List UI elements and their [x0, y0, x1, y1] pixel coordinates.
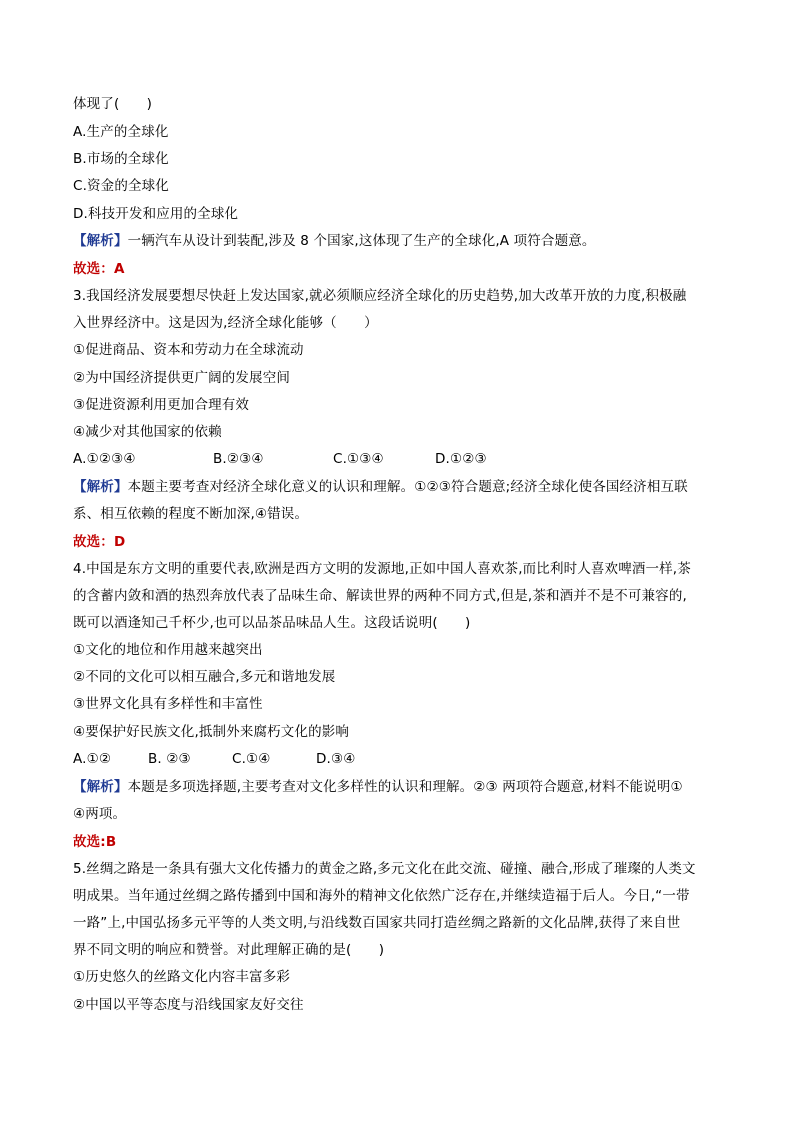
q4-analysis — [73, 778, 683, 796]
q3-statement-4: ④减少对其他国家的依赖 — [73, 424, 222, 440]
q5-stem-line-4: 界不同文明的响应和赞誉。对此理解正确的是( ) — [73, 942, 385, 958]
q3-stem-line-1: 3.我国经济发展要想尽快赶上发达国家,就必须顺应经济全球化的历史趋势,加大改革开放的力度,积极融 — [73, 288, 687, 304]
q2-option-b: B.市场的全球化 — [73, 151, 169, 167]
q4-statement-3: ③世界文化具有多样性和丰富性 — [73, 696, 263, 712]
q3-analysis-text-1: 本题主要考查对经济全球化意义的认识和理解。①②③符合题意;经济全球化使各国经济相互联 — [127, 479, 688, 495]
q3-answer: 故选：D — [73, 534, 126, 550]
q2-option-d: D.科技开发和应用的全球化 — [73, 206, 239, 222]
q2-analysis — [73, 232, 596, 250]
analysis-tag: 【解析】 — [73, 779, 128, 795]
q4-statement-1: ①文化的地位和作用越来越突出 — [73, 642, 263, 658]
analysis-tag: 【解析】 — [73, 233, 128, 249]
analysis-tag: 【解析】 — [73, 479, 128, 495]
q3-choice-b: B.②③④ — [213, 451, 264, 467]
q2-analysis-text: 一辆汽车从设计到装配,涉及 8 个国家,这体现了生产的全球化,A 项符合题意。 — [127, 233, 596, 249]
q3-statement-1: ①促进商品、资本和劳动力在全球流动 — [73, 342, 304, 358]
q4-statement-4: ④要保护好民族文化,抵制外来腐朽文化的影响 — [73, 724, 350, 740]
q2-stem-tail: 体现了( ) — [73, 96, 153, 112]
q4-choice-c: C.①④ — [232, 751, 271, 767]
q4-analysis-text-1: 本题是多项选择题,主要考查对文化多样性的认识和理解。②③ 两项符合题意,材料不能说明① — [127, 779, 683, 795]
q4-stem-line-2: 的含蓄内敛和酒的热烈奔放代表了品味生命、解读世界的两种不同方式,但是,茶和酒并不是不可兼容的, — [73, 588, 687, 604]
q5-statement-1: ①历史悠久的丝路文化内容丰富多彩 — [73, 969, 291, 985]
q4-stem-line-3: 既可以酒逢知己千杯少,也可以品茶品味品人生。这段话说明( ) — [73, 615, 471, 631]
q5-stem-line-1: 5.丝绸之路是一条具有强大文化传播力的黄金之路,多元文化在此交流、碰撞、融合,形成了璀璨的人类文 — [73, 861, 696, 877]
q4-choice-a: A.①② — [73, 751, 112, 767]
q3-statement-3: ③促进资源利用更加合理有效 — [73, 397, 250, 413]
q2-answer: 故选：A — [73, 261, 125, 277]
q5-stem-line-3: 一路”上,中国弘扬多元平等的人类文明,与沿线数百国家共同打造丝绸之路新的文化品牌,获得了来自世 — [73, 915, 681, 931]
q4-choices — [73, 750, 356, 768]
q3-stem-line-2: 入世界经济中。这是因为,经济全球化能够（ ） — [73, 315, 378, 331]
q4-choice-b: B. ②③ — [148, 751, 191, 767]
q2-option-a: A.生产的全球化 — [73, 124, 169, 140]
q3-choice-c: C.①③④ — [333, 451, 384, 467]
q5-stem-line-2: 明成果。当年通过丝绸之路传播到中国和海外的精神文化依然广泛存在,并继续造福于后人。今日,“一带 — [73, 888, 690, 904]
q2-option-c: C.资金的全球化 — [73, 178, 169, 194]
q3-choices — [73, 450, 487, 468]
q4-choice-d: D.③④ — [316, 751, 356, 767]
q3-analysis-text-2: 系、相互依赖的程度不断加深,④错误。 — [73, 506, 309, 522]
q5-statement-2: ②中国以平等态度与沿线国家友好交往 — [73, 997, 304, 1013]
q3-statement-2: ②为中国经济提供更广阔的发展空间 — [73, 370, 291, 386]
q4-analysis-text-2: ④两项。 — [73, 806, 127, 822]
q3-choice-a: A.①②③④ — [73, 451, 136, 467]
q4-answer: 故选:B — [73, 834, 117, 850]
q3-analysis — [73, 478, 688, 496]
q4-statement-2: ②不同的文化可以相互融合,多元和谐地发展 — [73, 669, 336, 685]
q4-stem-line-1: 4.中国是东方文明的重要代表,欧洲是西方文明的发源地,正如中国人喜欢茶,而比利时人喜欢啤酒一样,茶 — [73, 561, 691, 577]
q3-choice-d: D.①②③ — [435, 451, 487, 467]
